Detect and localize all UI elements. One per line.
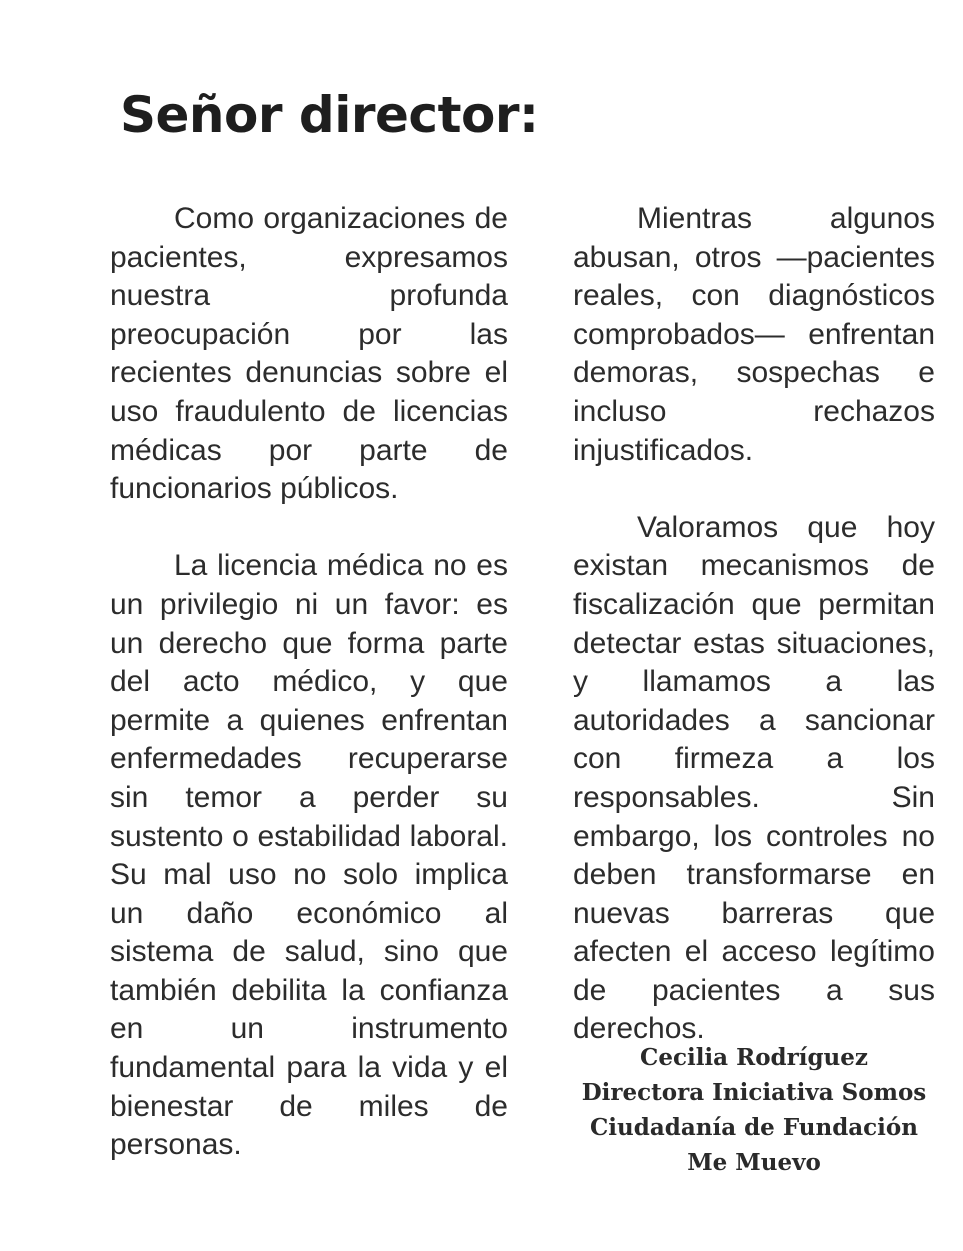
signature-name: Cecilia Rodríguez <box>640 1044 868 1071</box>
letter-left-column <box>110 200 508 1165</box>
signature-title-line-1: Directora Iniciativa Somos <box>581 1079 927 1106</box>
letter-paragraph-3: Mientras algunos abusan, otros —pacientes reales, con diagnósticos comprobados— enfrentan demoras, sospechas e incluso rechazos injustificados. <box>573 202 935 467</box>
letter-signature <box>573 1040 935 1180</box>
letter-paragraph-1: Como organizaciones de pacientes, expresamos nuestra profunda preocupación por las recientes denuncias sobre el uso fraudulento de licencias médicas por parte de funcionarios públicos. <box>110 202 508 506</box>
letter-paragraph-4: Valoramos que hoy existan mecanismos de fiscalización que permitan detectar estas situaciones, y llamamos a las autoridades a sancionar con firmeza a los responsables. Sin embargo, los controles no deben transformarse en nuevas barreras que afecten el acceso legítimo de pacientes a sus derechos. <box>573 510 935 1046</box>
letter-right-column <box>573 200 935 1049</box>
letter-headline: Señor director: <box>120 86 539 144</box>
signature-title-line-2: Ciudadanía de Fundación <box>590 1114 918 1141</box>
signature-title-line-3: Me Muevo <box>687 1149 821 1176</box>
letter-paragraph-2: La licencia médica no es un privilegio ni un favor: es un derecho que forma parte del acto médico, y que permite a quienes enfrentan enfermedades recuperarse sin temor a perder su sustento o estabilidad laboral. Su mal uso no solo implica un daño económico al sistema de salud, sino que también debilita la confianza en un instrumento fundamental para la vida y el bienestar de miles de personas. <box>110 549 508 1162</box>
